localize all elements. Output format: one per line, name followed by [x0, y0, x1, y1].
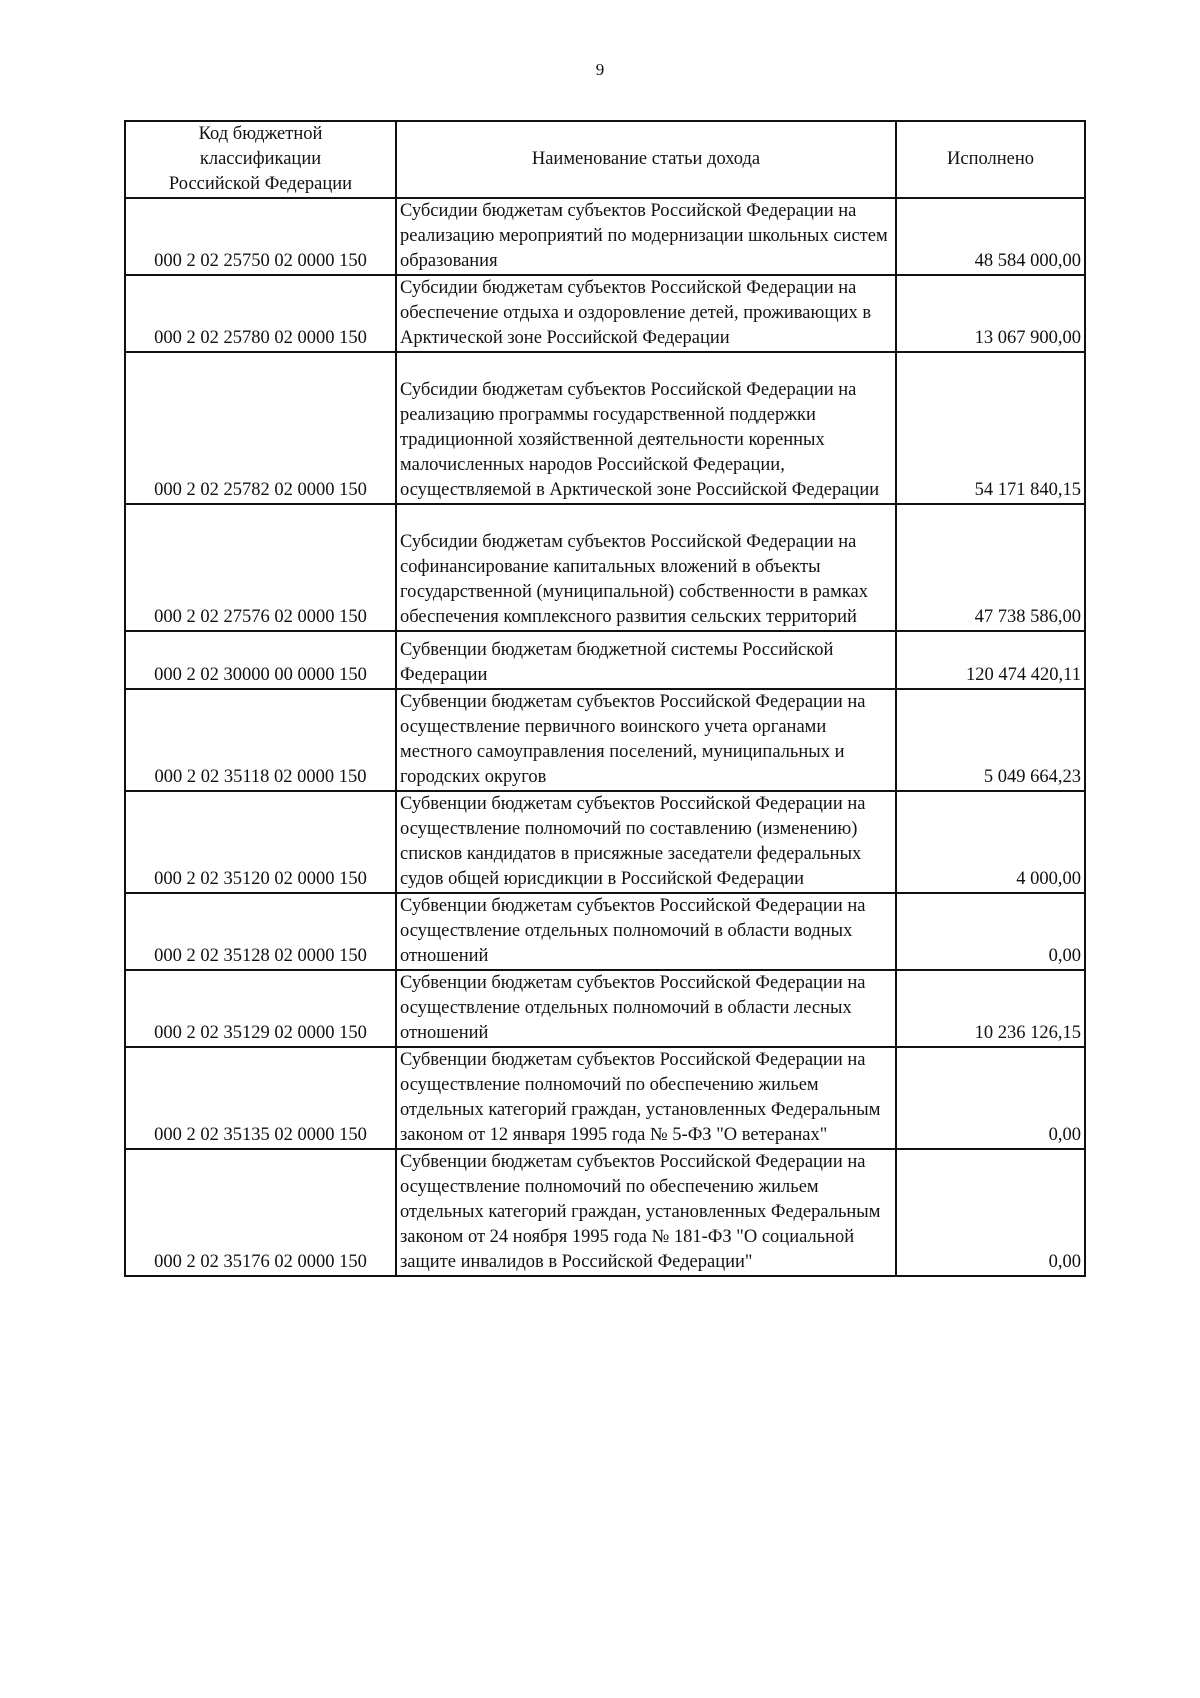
- table-row: [125, 275, 1085, 352]
- row-executed: 0,00: [896, 1047, 1085, 1149]
- table-row: [125, 1047, 1085, 1149]
- row-executed: 4 000,00: [896, 791, 1085, 893]
- row-code: 000 2 02 35128 02 0000 150: [125, 893, 396, 970]
- row-executed: 120 474 420,11: [896, 631, 1085, 689]
- table-row: [125, 1149, 1085, 1276]
- revenue-table: [124, 120, 1086, 1277]
- row-executed: 5 049 664,23: [896, 689, 1085, 791]
- page-number: 9: [595, 60, 605, 79]
- row-code: 000 2 02 35135 02 0000 150: [125, 1047, 396, 1149]
- row-code: 000 2 02 25782 02 0000 150: [125, 352, 396, 504]
- table-row: [125, 352, 1085, 504]
- row-name: Субвенции бюджетам субъектов Российской Федерации на осуществление полномочий по обеспечению жильем отдельных категорий граждан, установленных Федеральным законом от 24 ноября 1995 года № 181-ФЗ "О социальной защите инвалидов в Российской Федерации": [396, 1149, 896, 1276]
- row-name: Субвенции бюджетам субъектов Российской Федерации на осуществление полномочий по обеспечению жильем отдельных категорий граждан, установленных Федеральным законом от 12 января 1995 года № 5-ФЗ "О ветеранах": [396, 1047, 896, 1149]
- table-row: [125, 689, 1085, 791]
- table-header-row: [125, 121, 1085, 198]
- row-code: 000 2 02 35176 02 0000 150: [125, 1149, 396, 1276]
- row-executed: 13 067 900,00: [896, 275, 1085, 352]
- row-code: 000 2 02 35120 02 0000 150: [125, 791, 396, 893]
- row-name: Субвенции бюджетам бюджетной системы Российской Федерации: [396, 631, 896, 689]
- row-code: 000 2 02 30000 00 0000 150: [125, 631, 396, 689]
- row-name: Субвенции бюджетам субъектов Российской Федерации на осуществление отдельных полномочий в области водных отношений: [396, 893, 896, 970]
- row-executed: 47 738 586,00: [896, 504, 1085, 631]
- row-name: Субсидии бюджетам субъектов Российской Федерации на обеспечение отдыха и оздоровление детей, проживающих в Арктической зоне Российской Федерации: [396, 275, 896, 352]
- row-name: Субвенции бюджетам субъектов Российской Федерации на осуществление полномочий по составлению (изменению) списков кандидатов в присяжные заседатели федеральных судов общей юрисдикции в Российской Федерации: [396, 791, 896, 893]
- row-code: 000 2 02 35129 02 0000 150: [125, 970, 396, 1047]
- table-row: [125, 631, 1085, 689]
- row-executed: 54 171 840,15: [896, 352, 1085, 504]
- table-row: [125, 893, 1085, 970]
- row-code: 000 2 02 35118 02 0000 150: [125, 689, 396, 791]
- row-code: 000 2 02 27576 02 0000 150: [125, 504, 396, 631]
- row-name: Субсидии бюджетам субъектов Российской Федерации на реализацию программы государственной поддержки традиционной хозяйственной деятельности коренных малочисленных народов Российской Федерации, осуществляемой в Арктической зоне Российской Федерации: [396, 352, 896, 504]
- header-code: Код бюджетной классификации Российской Федерации: [125, 121, 396, 198]
- header-executed: Исполнено: [896, 121, 1085, 198]
- row-executed: 10 236 126,15: [896, 970, 1085, 1047]
- row-name: Субсидии бюджетам субъектов Российской Федерации на реализацию мероприятий по модернизации школьных систем образования: [396, 198, 896, 275]
- table-row: [125, 970, 1085, 1047]
- row-executed: 0,00: [896, 1149, 1085, 1276]
- table-row: [125, 198, 1085, 275]
- table-row: [125, 504, 1085, 631]
- row-name: Субвенции бюджетам субъектов Российской Федерации на осуществление отдельных полномочий в области лесных отношений: [396, 970, 896, 1047]
- row-name: Субвенции бюджетам субъектов Российской Федерации на осуществление первичного воинского учета органами местного самоуправления поселений, муниципальных и городских округов: [396, 689, 896, 791]
- header-name: Наименование статьи дохода: [396, 121, 896, 198]
- row-executed: 48 584 000,00: [896, 198, 1085, 275]
- row-name: Субсидии бюджетам субъектов Российской Федерации на софинансирование капитальных вложений в объекты государственной (муниципальной) собственности в рамках обеспечения комплексного развития сельских территорий: [396, 504, 896, 631]
- row-code: 000 2 02 25750 02 0000 150: [125, 198, 396, 275]
- row-code: 000 2 02 25780 02 0000 150: [125, 275, 396, 352]
- table-row: [125, 791, 1085, 893]
- row-executed: 0,00: [896, 893, 1085, 970]
